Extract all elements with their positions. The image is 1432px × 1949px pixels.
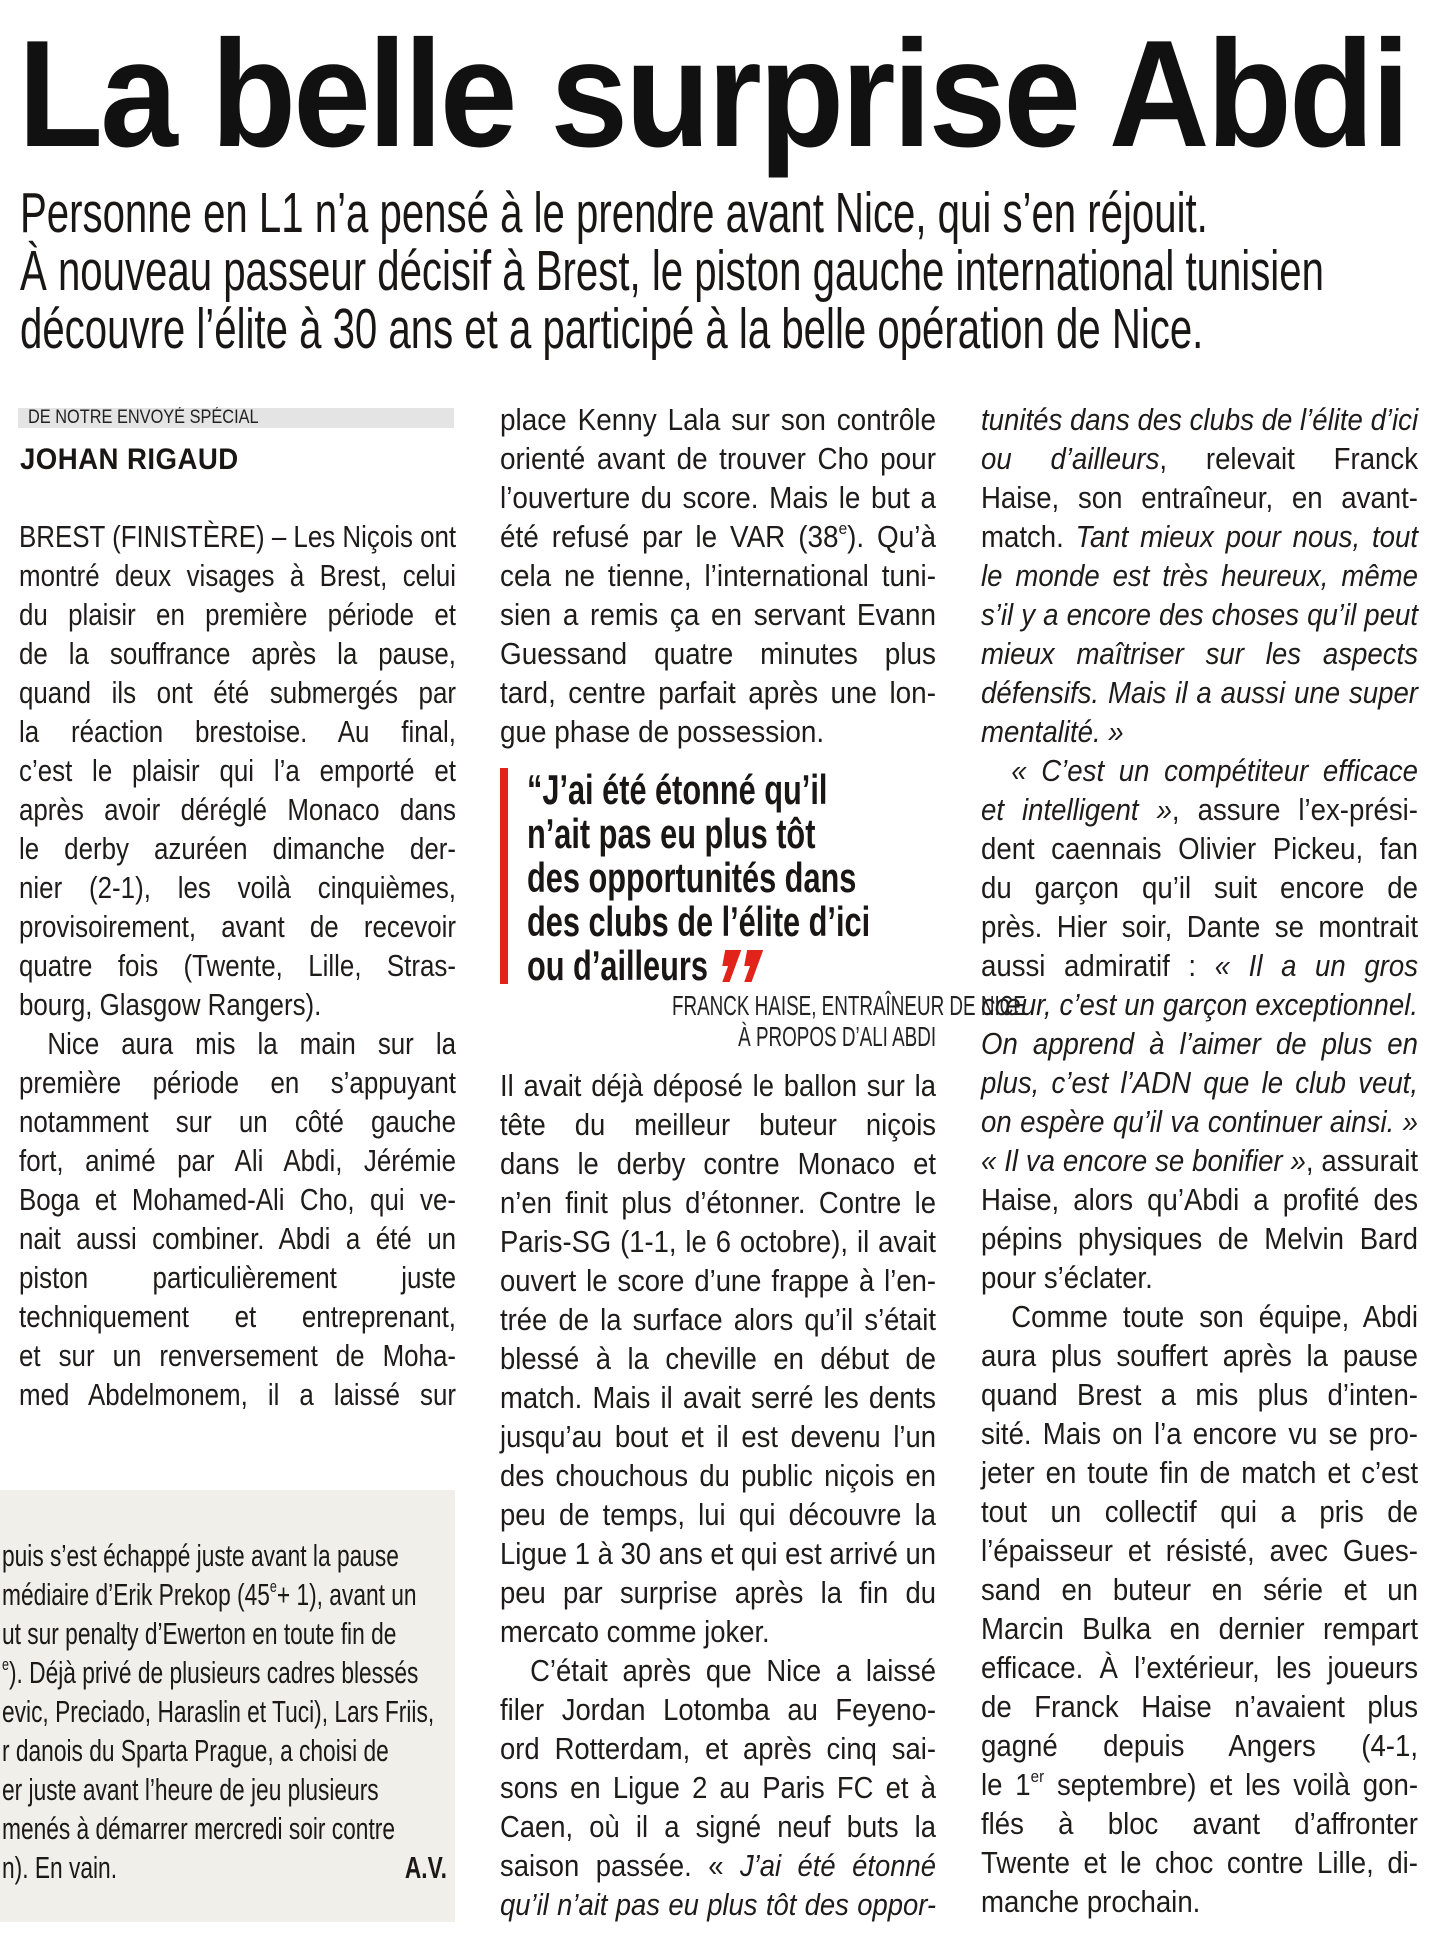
- line-text: aura plus souffert après la pause: [981, 1338, 1418, 1373]
- text-line: [981, 400, 1418, 439]
- text-line: [19, 1141, 456, 1180]
- line-text: ord Rotterdam, et après cinq sai-: [500, 1731, 936, 1766]
- line-text: puis s’est échappé juste avant la pause: [2, 1538, 399, 1573]
- text-line: [500, 400, 936, 439]
- text-line: [981, 517, 1418, 556]
- line-text: peu par surprise après la fin du: [500, 1575, 936, 1610]
- line-text: septembre) et les voilà gon-: [1044, 1767, 1419, 1802]
- text-line: [981, 1102, 1418, 1141]
- text-line: [981, 829, 1418, 868]
- line-text: bourg, Glasgow Rangers).: [19, 987, 322, 1022]
- pullquote: [527, 768, 996, 988]
- column-text: [500, 400, 936, 751]
- text-line: [981, 1063, 1418, 1102]
- text-line: [500, 439, 936, 478]
- line-text: le derby azuréen dimanche der-: [19, 831, 456, 866]
- text-line: [981, 985, 1418, 1024]
- line-text: été refusé par le VAR (38: [500, 519, 839, 554]
- line-text: aussi admiratif :: [981, 948, 1215, 983]
- line-text: peu de temps, lui qui découvre la: [500, 1497, 936, 1532]
- closing-quote-icon: [721, 948, 766, 984]
- line-text: la réaction brestoise. Au final,: [19, 714, 456, 749]
- line-text: tard, centre parfait après une lon-: [500, 675, 936, 710]
- italic-quote-text: On apprend à l’aimer de plus en: [981, 1026, 1418, 1061]
- line-text: jusqu’au bout et il est devenu l’un: [500, 1419, 936, 1454]
- line-text: de Franck Haise n’avaient plus: [981, 1689, 1418, 1724]
- line-text: sité. Mais on l’a encore vu se pro-: [981, 1416, 1418, 1451]
- text-line: [981, 1258, 1418, 1297]
- line-text: nier (2-1), les voilà cinquièmes,: [19, 870, 456, 905]
- text-line: [981, 712, 1418, 751]
- italic-quote-text: le monde est très heureux, même: [981, 558, 1418, 593]
- line-text: Caen, où il a signé neuf buts la: [500, 1809, 936, 1844]
- text-line: [19, 595, 456, 634]
- text-line: [19, 1063, 456, 1102]
- italic-quote-text: J’ai été étonné: [739, 1848, 936, 1883]
- text-line: [981, 1648, 1418, 1687]
- box-line: [2, 1731, 447, 1770]
- text-line: [981, 1843, 1418, 1882]
- box-line: [2, 1692, 447, 1731]
- text-line: [981, 1453, 1418, 1492]
- pullquote-bar: [500, 768, 508, 984]
- line-text: Haise, alors qu’Abdi a profité des: [981, 1182, 1418, 1217]
- line-text: Nice aura mis la main sur la: [47, 1026, 456, 1061]
- line-text: sien a remis ça en servant Evann: [500, 597, 936, 632]
- kicker-label: DE NOTRE ENVOYÉ SPÉCIAL: [28, 407, 259, 428]
- line-text: dans le derby contre Monaco et: [500, 1146, 936, 1181]
- box-line: [2, 1614, 447, 1653]
- text-line: [981, 1726, 1418, 1765]
- italic-quote-text: plus, c’est l’ADN que le club veut,: [981, 1065, 1418, 1100]
- pullquote-line: des clubs de l’élite d’ici: [527, 898, 871, 945]
- line-text: , assure l’ex-prési-: [1171, 792, 1418, 827]
- article-column-2-top: [500, 400, 936, 751]
- italic-quote-text: qu’il n’ait pas eu plus tôt des oppor-: [500, 1887, 936, 1922]
- line-text: techniquement et entreprenant,: [19, 1299, 456, 1334]
- text-line: [19, 1336, 456, 1375]
- line-text: nait aussi combiner. Abdi a été un: [19, 1221, 456, 1256]
- column-text: [981, 400, 1418, 1921]
- text-line: [19, 790, 456, 829]
- line-text: , relevait Franck: [1159, 441, 1418, 476]
- line-text: le 1: [981, 1767, 1031, 1802]
- line-text: match. Mais il avait serré les dents: [500, 1380, 936, 1415]
- article-column-1: [19, 517, 456, 1414]
- line-text: gue phase de possession.: [500, 714, 825, 749]
- pullquote-line: “J’ai été étonné qu’il: [527, 766, 828, 813]
- line-text: médiaire d’Erik Prekop (45: [2, 1577, 270, 1612]
- text-line: [981, 790, 1418, 829]
- text-line: [981, 1024, 1418, 1063]
- text-line: [981, 907, 1418, 946]
- line-text: l’ouverture du score. Mais le but a: [500, 480, 936, 515]
- line-text: c’est le plaisir qui l’a emporté et: [19, 753, 456, 788]
- line-text: efficace. À l’extérieur, les joueurs: [981, 1650, 1418, 1685]
- italic-quote-text: et intelligent »: [981, 792, 1172, 827]
- text-line: [500, 712, 936, 751]
- line-text: pour s’éclater.: [981, 1260, 1153, 1295]
- text-line: [500, 1105, 936, 1144]
- text-line: [19, 1258, 456, 1297]
- line-text: BREST (FINISTÈRE) – Les Niçois ont: [19, 519, 457, 554]
- text-line: [981, 439, 1418, 478]
- pullquote-line: des opportunités dans: [527, 854, 857, 901]
- italic-quote-text: « Il va encore se bonifier »: [981, 1143, 1306, 1178]
- line-text: evic, Preciado, Haraslin et Tuci), Lars Friis,: [2, 1694, 435, 1729]
- line-text: l’épaisseur et résisté, avec Gues-: [981, 1533, 1418, 1568]
- pullquote-line-last: [527, 944, 870, 988]
- line-text: Il avait déjà déposé le ballon sur la: [500, 1068, 936, 1103]
- deck-line-2: À nouveau passeur décisif à Brest, le piston gauche international tunisien: [20, 239, 1324, 303]
- line-text: de la souffrance après la pause,: [19, 636, 456, 671]
- italic-quote-text: cœur, c’est un garçon exceptionnel.: [981, 987, 1418, 1022]
- line-text: Comme toute son équipe, Abdi: [1011, 1299, 1418, 1334]
- superscript: er: [1030, 1767, 1045, 1787]
- line-text: provisoirement, avant de recevoir: [19, 909, 456, 944]
- line-text: C’était après que Nice a laissé: [530, 1653, 936, 1688]
- headline: La belle surprise Abdi: [18, 9, 1408, 179]
- text-line: [981, 1687, 1418, 1726]
- line-text: ouvert le score d’une frappe à l’en-: [500, 1263, 936, 1298]
- text-line: [500, 517, 936, 556]
- text-line: [981, 1141, 1418, 1180]
- text-line: [19, 1297, 456, 1336]
- text-line: [981, 1570, 1418, 1609]
- text-line: [981, 1375, 1418, 1414]
- line-text: menés à démarrer mercredi soir contre: [2, 1811, 395, 1846]
- line-text: er juste avant l’heure de jeu plusieurs: [2, 1772, 379, 1807]
- text-line: [981, 1414, 1418, 1453]
- line-text: Twente et le choc contre Lille, di-: [981, 1845, 1418, 1880]
- italic-quote-text: mentalité. »: [981, 714, 1124, 749]
- text-line: [500, 1300, 936, 1339]
- box-lines: [2, 1536, 447, 1887]
- line-text: n). En vain.: [2, 1850, 118, 1885]
- text-line: [981, 1765, 1418, 1804]
- text-line: [19, 1024, 456, 1063]
- line-text: montré deux visages à Brest, celui: [19, 558, 456, 593]
- line-text: ). Qu’à: [847, 519, 937, 554]
- line-text: près. Hier soir, Dante se montrait: [981, 909, 1418, 944]
- text-line: [19, 751, 456, 790]
- text-line: [19, 517, 456, 556]
- text-line: [19, 673, 456, 712]
- text-line: [981, 595, 1418, 634]
- line-text: quatre fois (Twente, Lille, Stras-: [19, 948, 456, 983]
- text-line: [500, 1339, 936, 1378]
- box-line: [2, 1770, 447, 1809]
- box-signature: A.V.: [404, 1850, 447, 1885]
- text-line: [981, 673, 1418, 712]
- line-text: saison passée. «: [500, 1848, 740, 1883]
- line-text: notamment sur un côté gauche: [19, 1104, 456, 1139]
- line-text: Guessand quatre minutes plus: [500, 636, 936, 671]
- text-line: [500, 1456, 936, 1495]
- line-text: n’en finit plus d’étonner. Contre le: [500, 1185, 936, 1220]
- italic-quote-text: tunités dans des clubs de l’élite d’ici: [981, 402, 1419, 437]
- line-text: dent caennais Olivier Pickeu, fan: [981, 831, 1418, 866]
- line-text: , assurait: [1305, 1143, 1418, 1178]
- line-text: blessé à la cheville en début de: [500, 1341, 936, 1376]
- text-line: [981, 1609, 1418, 1648]
- italic-quote-text: ou d’ailleurs: [981, 441, 1160, 476]
- line-text: sand en buteur en série et un: [981, 1572, 1418, 1607]
- text-line: [19, 907, 456, 946]
- box-line: [2, 1536, 447, 1575]
- line-text: pépins physiques de Melvin Bard: [981, 1221, 1418, 1256]
- text-line: [500, 673, 936, 712]
- line-text: ut sur penalty d’Ewerton en toute fin de: [2, 1616, 397, 1651]
- italic-quote-text: mieux maîtriser sur les aspects: [981, 636, 1418, 671]
- author-byline: JOHAN RIGAUD: [20, 443, 239, 476]
- line-text: du plaisir en première période et: [19, 597, 456, 632]
- line-text: filer Jordan Lotomba au Feyeno-: [500, 1692, 936, 1727]
- line-text: mercato comme joker.: [500, 1614, 770, 1649]
- line-text: Boga et Mohamed-Ali Cho, qui ve-: [19, 1182, 456, 1217]
- line-text: place Kenny Lala sur son contrôle: [500, 402, 936, 437]
- line-text: trée de la surface alors qu’il s’était: [500, 1302, 936, 1337]
- line-text: flés à bloc avant d’affronter: [981, 1806, 1418, 1841]
- superscript: e: [269, 1577, 277, 1597]
- attribution-name: FRANCK HAISE, ENTRAÎNEUR DE NICE: [671, 990, 1026, 1021]
- line-text: ). Déjà privé de plusieurs cadres blessés: [8, 1655, 419, 1690]
- text-line: [500, 556, 936, 595]
- text-line: [500, 1417, 936, 1456]
- box-line: [2, 1848, 447, 1887]
- line-text: quand Brest a mis plus d’inten-: [981, 1377, 1418, 1412]
- box-line: [2, 1575, 447, 1614]
- article-column-3: [981, 400, 1418, 1921]
- sidebar-box-text: [2, 1536, 609, 1887]
- superscript: e: [838, 519, 848, 539]
- line-text: sons en Ligue 2 au Paris FC et à: [500, 1770, 936, 1805]
- text-line: [500, 1495, 936, 1534]
- deck-line-3: découvre l’élite à 30 ans et a participé à la belle opération de Nice.: [20, 297, 1204, 361]
- text-line: [500, 1066, 936, 1105]
- text-line: [981, 1219, 1418, 1258]
- text-line: [500, 1144, 936, 1183]
- italic-quote-text: on espère qu’il va continuer ainsi. »: [981, 1104, 1418, 1139]
- text-line: [981, 1804, 1418, 1843]
- text-line: [19, 1375, 456, 1414]
- text-line: [981, 634, 1418, 673]
- text-line: [981, 1297, 1418, 1336]
- line-text: cela ne tienne, l’international tuni-: [500, 558, 936, 593]
- text-line: [981, 868, 1418, 907]
- line-text: manche prochain.: [981, 1884, 1201, 1919]
- text-line: [500, 478, 936, 517]
- text-line: [19, 985, 456, 1024]
- text-line: [500, 1222, 936, 1261]
- text-line: [19, 1102, 456, 1141]
- text-line: [500, 595, 936, 634]
- text-line: [19, 1180, 456, 1219]
- text-line: [19, 712, 456, 751]
- text-line: [500, 1261, 936, 1300]
- line-text: Haise, son entraîneur, en avant-: [981, 480, 1418, 515]
- line-text: Ligue 1 à 30 ans et qui est arrivé un: [500, 1536, 936, 1571]
- deck-line-1: Personne en L1 n’a pensé à le prendre avant Nice, qui s’en réjouit.: [20, 181, 1208, 245]
- text-line: [981, 1882, 1418, 1921]
- line-text: fort, animé par Ali Abdi, Jérémie: [19, 1143, 456, 1178]
- pullquote-line: n’ait pas eu plus tôt: [527, 810, 816, 857]
- text-line: [981, 1180, 1418, 1219]
- text-line: [981, 751, 1418, 790]
- line-text: après avoir déréglé Monaco dans: [19, 792, 456, 827]
- line-text: première période en s’appuyant: [19, 1065, 456, 1100]
- superscript: e: [2, 1655, 9, 1675]
- pullquote-line: ou d’ailleurs: [527, 942, 708, 989]
- line-text: tout un collectif qui a pris de: [981, 1494, 1418, 1529]
- line-text: r danois du Sparta Prague, a choisi de: [2, 1733, 389, 1768]
- column-text: [19, 517, 456, 1414]
- text-line: [500, 1885, 936, 1924]
- line-text: gagné depuis Angers (4-1,: [981, 1728, 1418, 1763]
- line-text: tête du meilleur buteur niçois: [500, 1107, 936, 1142]
- line-text: piston particulièrement juste: [19, 1260, 456, 1295]
- box-line: [2, 1809, 447, 1848]
- text-line: [500, 1183, 936, 1222]
- text-line: [981, 478, 1418, 517]
- italic-quote-text: s’il y a encore des choses qu’il peut: [981, 597, 1418, 632]
- line-text: du garçon qu’il suit encore de: [981, 870, 1418, 905]
- line-text: orienté avant de trouver Cho pour: [500, 441, 936, 476]
- text-line: [19, 556, 456, 595]
- text-line: [981, 946, 1418, 985]
- text-line: [19, 634, 456, 673]
- text-line: [981, 1531, 1418, 1570]
- italic-quote-text: défensifs. Mais il a aussi une super: [981, 675, 1418, 710]
- text-line: [981, 1336, 1418, 1375]
- text-line: [19, 868, 456, 907]
- box-line: [2, 1653, 447, 1692]
- line-text: et sur un renversement de Moha-: [19, 1338, 456, 1373]
- line-text: Marcin Bulka en dernier rempart: [981, 1611, 1418, 1646]
- text-line: [500, 634, 936, 673]
- line-text: + 1), avant un: [276, 1577, 417, 1612]
- text-line: [19, 829, 456, 868]
- text-line: [500, 1378, 936, 1417]
- line-text: med Abdelmonem, il a laissé sur: [19, 1377, 456, 1412]
- italic-quote-text: Tant mieux pour nous, tout: [1075, 519, 1418, 554]
- pullquote-attribution: [500, 990, 1026, 1052]
- text-line: [19, 1219, 456, 1258]
- line-text: Paris-SG (1-1, le 6 octobre), il avait: [500, 1224, 936, 1259]
- line-text: des chouchous du public niçois en: [500, 1458, 936, 1493]
- text-line: [19, 946, 456, 985]
- italic-quote-text: « Il a un gros: [1214, 948, 1418, 983]
- text-line: [981, 556, 1418, 595]
- attribution-context: À PROPOS D’ALI ABDI: [738, 1021, 936, 1052]
- line-text: jeter en toute fin de match et c’est: [981, 1455, 1418, 1490]
- line-text: match.: [981, 519, 1076, 554]
- italic-quote-text: « C’est un compétiteur efficace: [1011, 753, 1418, 788]
- text-line: [981, 1492, 1418, 1531]
- line-text: quand ils ont été submergés par: [19, 675, 456, 710]
